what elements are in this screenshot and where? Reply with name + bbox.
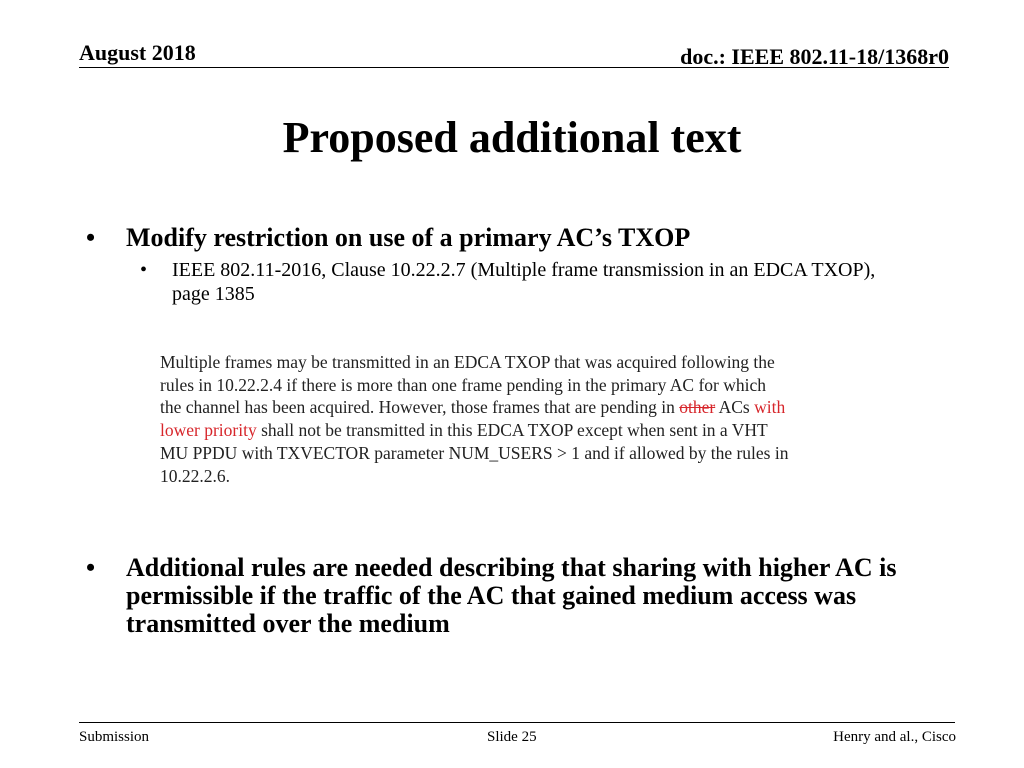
slide-title: Proposed additional text <box>282 113 742 162</box>
deleted-text: other <box>679 397 716 418</box>
bullet-1-text: Modify restriction on use of a primary AC’s TXOP <box>126 223 691 252</box>
sub-bullet-glyph: • <box>140 259 148 281</box>
bullet-2-row <box>86 554 946 638</box>
footer-submission: Submission <box>79 729 150 745</box>
sub-bullet-1 <box>140 258 936 306</box>
bullet-2 <box>86 554 946 638</box>
excerpt-line-2: rules in 10.22.2.4 if there is more than one frame pending in the primary AC for which <box>160 374 767 395</box>
inserted-text: with <box>754 397 786 418</box>
header-divider <box>79 67 949 68</box>
excerpt-line-6: 10.22.2.6. <box>160 465 230 486</box>
bullet-1-row <box>86 224 936 252</box>
excerpt-line-3-mid: ACs <box>715 397 755 418</box>
excerpt-line-4 <box>160 419 860 442</box>
excerpt-line-3 <box>160 396 860 419</box>
excerpt-line-3-text: the channel has been acquired. However, those frames that are pending in <box>160 397 680 418</box>
inserted-text: lower priority <box>160 420 257 441</box>
bullet-2-text: Additional rules are needed describing that sharing with higher AC is permissible if the traffic of the AC that gained medium access was transmitted over the medium <box>126 553 897 638</box>
sub-bullet-1-text: IEEE 802.11-2016, Clause 10.22.2.7 (Multiple frame transmission in an EDCA TXOP), page 1385 <box>172 259 876 305</box>
bullet-1 <box>86 224 936 306</box>
excerpt-line-1: Multiple frames may be transmitted in an EDCA TXOP that was acquired following the <box>160 352 775 372</box>
spec-excerpt <box>160 351 860 487</box>
header-date: August 2018 <box>79 40 196 65</box>
bullet-glyph: • <box>86 553 96 582</box>
excerpt-line-4-text: shall not be transmitted in this EDCA TXOP except when sent in a VHT <box>256 420 768 441</box>
footer-slide-number: Slide 25 <box>487 729 537 745</box>
excerpt-line-5: MU PPDU with TXVECTOR parameter NUM_USERS > 1 and if allowed by the rules in <box>160 442 789 463</box>
bullet-glyph: • <box>86 223 96 252</box>
footer-divider <box>79 722 955 723</box>
header-doc-id: doc.: IEEE 802.11-18/1368r0 <box>680 44 949 69</box>
footer-authors: Henry and al., Cisco <box>833 729 956 745</box>
